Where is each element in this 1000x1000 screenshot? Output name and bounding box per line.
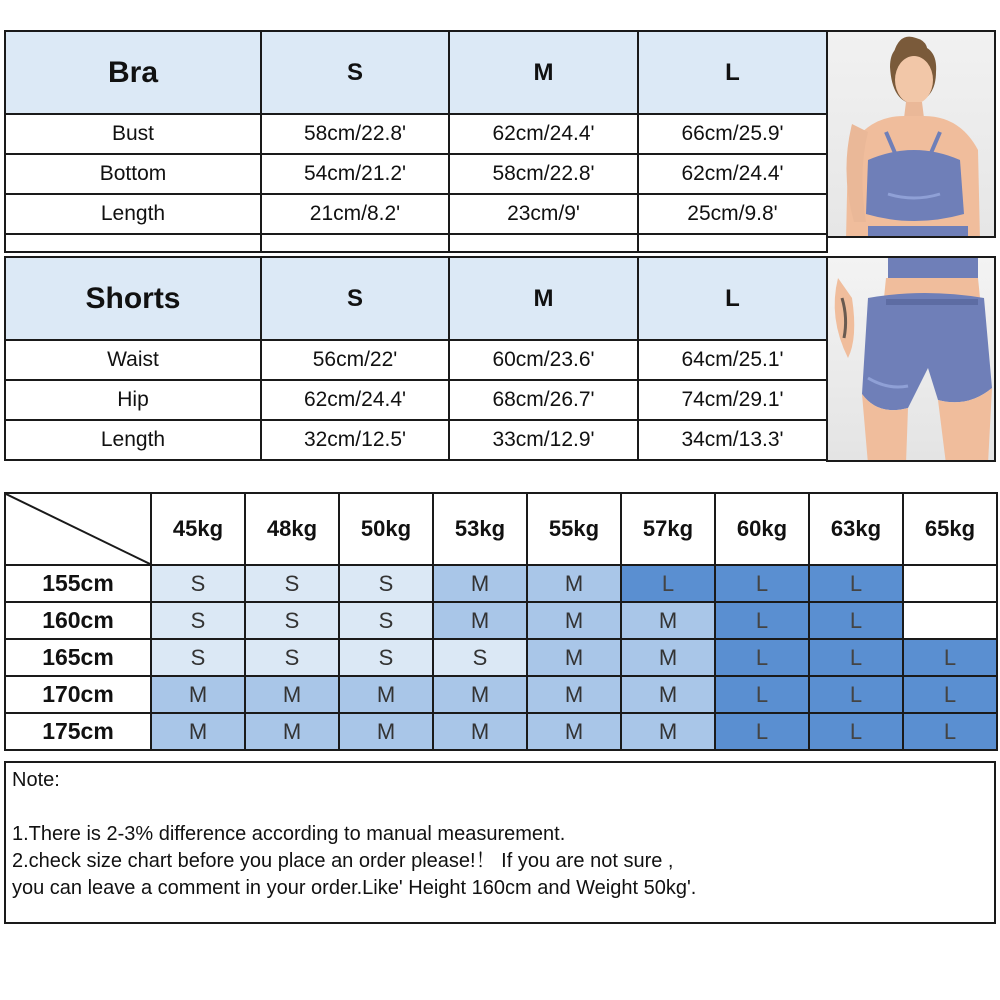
weight-header: 50kg [339,493,433,565]
measurement-cell: 33cm/12.9' [449,420,638,460]
size-cell-l: L [715,676,809,713]
height-label: 160cm [5,602,151,639]
bra-row-length [5,194,827,234]
size-cell-m: M [339,676,433,713]
size-cell-s: S [151,639,245,676]
height-weight-size-chart [4,492,998,751]
size-cell-l: L [809,602,903,639]
size-cell-l: L [809,713,903,750]
size-cell-m: M [245,676,339,713]
note-box [4,761,996,924]
bra-size-m-header: M [449,31,638,114]
size-cell-m: M [433,565,527,602]
measurement-cell: 32cm/12.5' [261,420,449,460]
size-cell-l: L [903,639,997,676]
shorts-row-waist [5,340,827,380]
size-cell-s: S [245,602,339,639]
size-cell-s: S [339,639,433,676]
bra-size-s-header: S [261,31,449,114]
size-cell-empty [903,565,997,602]
size-cell-l: L [903,676,997,713]
measurement-cell: 62cm/24.4' [261,380,449,420]
shorts-model-photo [826,256,996,462]
size-cell-s: S [245,565,339,602]
note-blank-line [12,794,988,821]
row-label: Bottom [5,154,261,194]
size-cell-m: M [527,639,621,676]
weight-header: 60kg [715,493,809,565]
spacer-cell [449,234,638,252]
row-label: Waist [5,340,261,380]
size-cell-l: L [715,713,809,750]
measurement-cell: 66cm/25.9' [638,114,827,154]
bra-row-bust [5,114,827,154]
size-cell-m: M [151,676,245,713]
size-cell-l: L [715,639,809,676]
shorts-header-row [5,257,827,340]
weight-header: 57kg [621,493,715,565]
bra-title: Bra [5,31,261,114]
height-label: 155cm [5,565,151,602]
size-cell-m: M [527,676,621,713]
measurement-cell: 21cm/8.2' [261,194,449,234]
row-label: Length [5,194,261,234]
weight-header: 65kg [903,493,997,565]
weight-header: 48kg [245,493,339,565]
size-cell-m: M [527,713,621,750]
diagonal-divider [6,494,150,564]
row-label: Bust [5,114,261,154]
size-cell-s: S [339,602,433,639]
weight-header: 55kg [527,493,621,565]
measurement-cell: 34cm/13.3' [638,420,827,460]
measurement-cell: 64cm/25.1' [638,340,827,380]
shorts-size-s-header: S [261,257,449,340]
weight-header: 53kg [433,493,527,565]
size-cell-m: M [621,676,715,713]
size-cell-empty [903,602,997,639]
measurement-cell: 23cm/9' [449,194,638,234]
measurement-cell: 25cm/9.8' [638,194,827,234]
bra-size-table [4,30,828,253]
shorts-size-table [4,256,828,461]
size-cell-l: L [715,602,809,639]
size-cell-m: M [621,713,715,750]
size-cell-l: L [809,639,903,676]
measurement-cell: 62cm/24.4' [638,154,827,194]
measurement-cell: 74cm/29.1' [638,380,827,420]
measurement-cell: 56cm/22' [261,340,449,380]
size-cell-m: M [527,565,621,602]
size-cell-s: S [339,565,433,602]
shorts-title: Shorts [5,257,261,340]
shorts-row-length [5,420,827,460]
note-line-3: you can leave a comment in your order.Like' Height 160cm and Weight 50kg'. [12,877,697,899]
size-cell-m: M [621,639,715,676]
height-row-160cm [5,602,997,639]
height-label: 165cm [5,639,151,676]
shorts-row-hip [5,380,827,420]
spacer-cell [638,234,827,252]
size-cell-s: S [433,639,527,676]
row-label: Length [5,420,261,460]
height-row-165cm [5,639,997,676]
size-cell-s: S [151,602,245,639]
size-cell-s: S [245,639,339,676]
shorts-size-m-header: M [449,257,638,340]
size-cell-m: M [433,676,527,713]
measurement-cell: 62cm/24.4' [449,114,638,154]
size-cell-m: M [339,713,433,750]
size-cell-l: L [903,713,997,750]
size-cell-l: L [621,565,715,602]
bra-row-bottom [5,154,827,194]
spacer-cell [5,234,261,252]
measurement-cell: 68cm/26.7' [449,380,638,420]
weight-header: 45kg [151,493,245,565]
height-row-155cm [5,565,997,602]
size-cell-l: L [715,565,809,602]
weight-header: 63kg [809,493,903,565]
note-line-2: 2.check size chart before you place an order please!！ If you are not sure , [12,850,674,872]
spacer-cell [261,234,449,252]
spacer-row [5,234,827,252]
size-cell-m: M [151,713,245,750]
height-row-175cm [5,713,997,750]
size-cell-m: M [527,602,621,639]
measurement-cell: 58cm/22.8' [261,114,449,154]
bra-size-l-header: L [638,31,827,114]
size-cell-m: M [433,713,527,750]
size-cell-m: M [245,713,339,750]
size-cell-m: M [433,602,527,639]
height-row-170cm [5,676,997,713]
bra-header-row [5,31,827,114]
height-label: 170cm [5,676,151,713]
measurement-cell: 58cm/22.8' [449,154,638,194]
size-cell-s: S [151,565,245,602]
size-cell-m: M [621,602,715,639]
weight-header-row [5,493,997,565]
note-heading: Note: [12,769,60,791]
size-cell-l: L [809,676,903,713]
row-label: Hip [5,380,261,420]
bra-model-illustration [828,32,996,238]
height-label: 175cm [5,713,151,750]
measurement-cell: 60cm/23.6' [449,340,638,380]
measurement-cell: 54cm/21.2' [261,154,449,194]
shorts-model-illustration [828,258,996,462]
size-cell-l: L [809,565,903,602]
note-line-1: 1.There is 2-3% difference according to manual measurement. [12,823,566,845]
bra-model-photo [826,30,996,238]
shorts-size-l-header: L [638,257,827,340]
corner-cell [5,493,151,565]
